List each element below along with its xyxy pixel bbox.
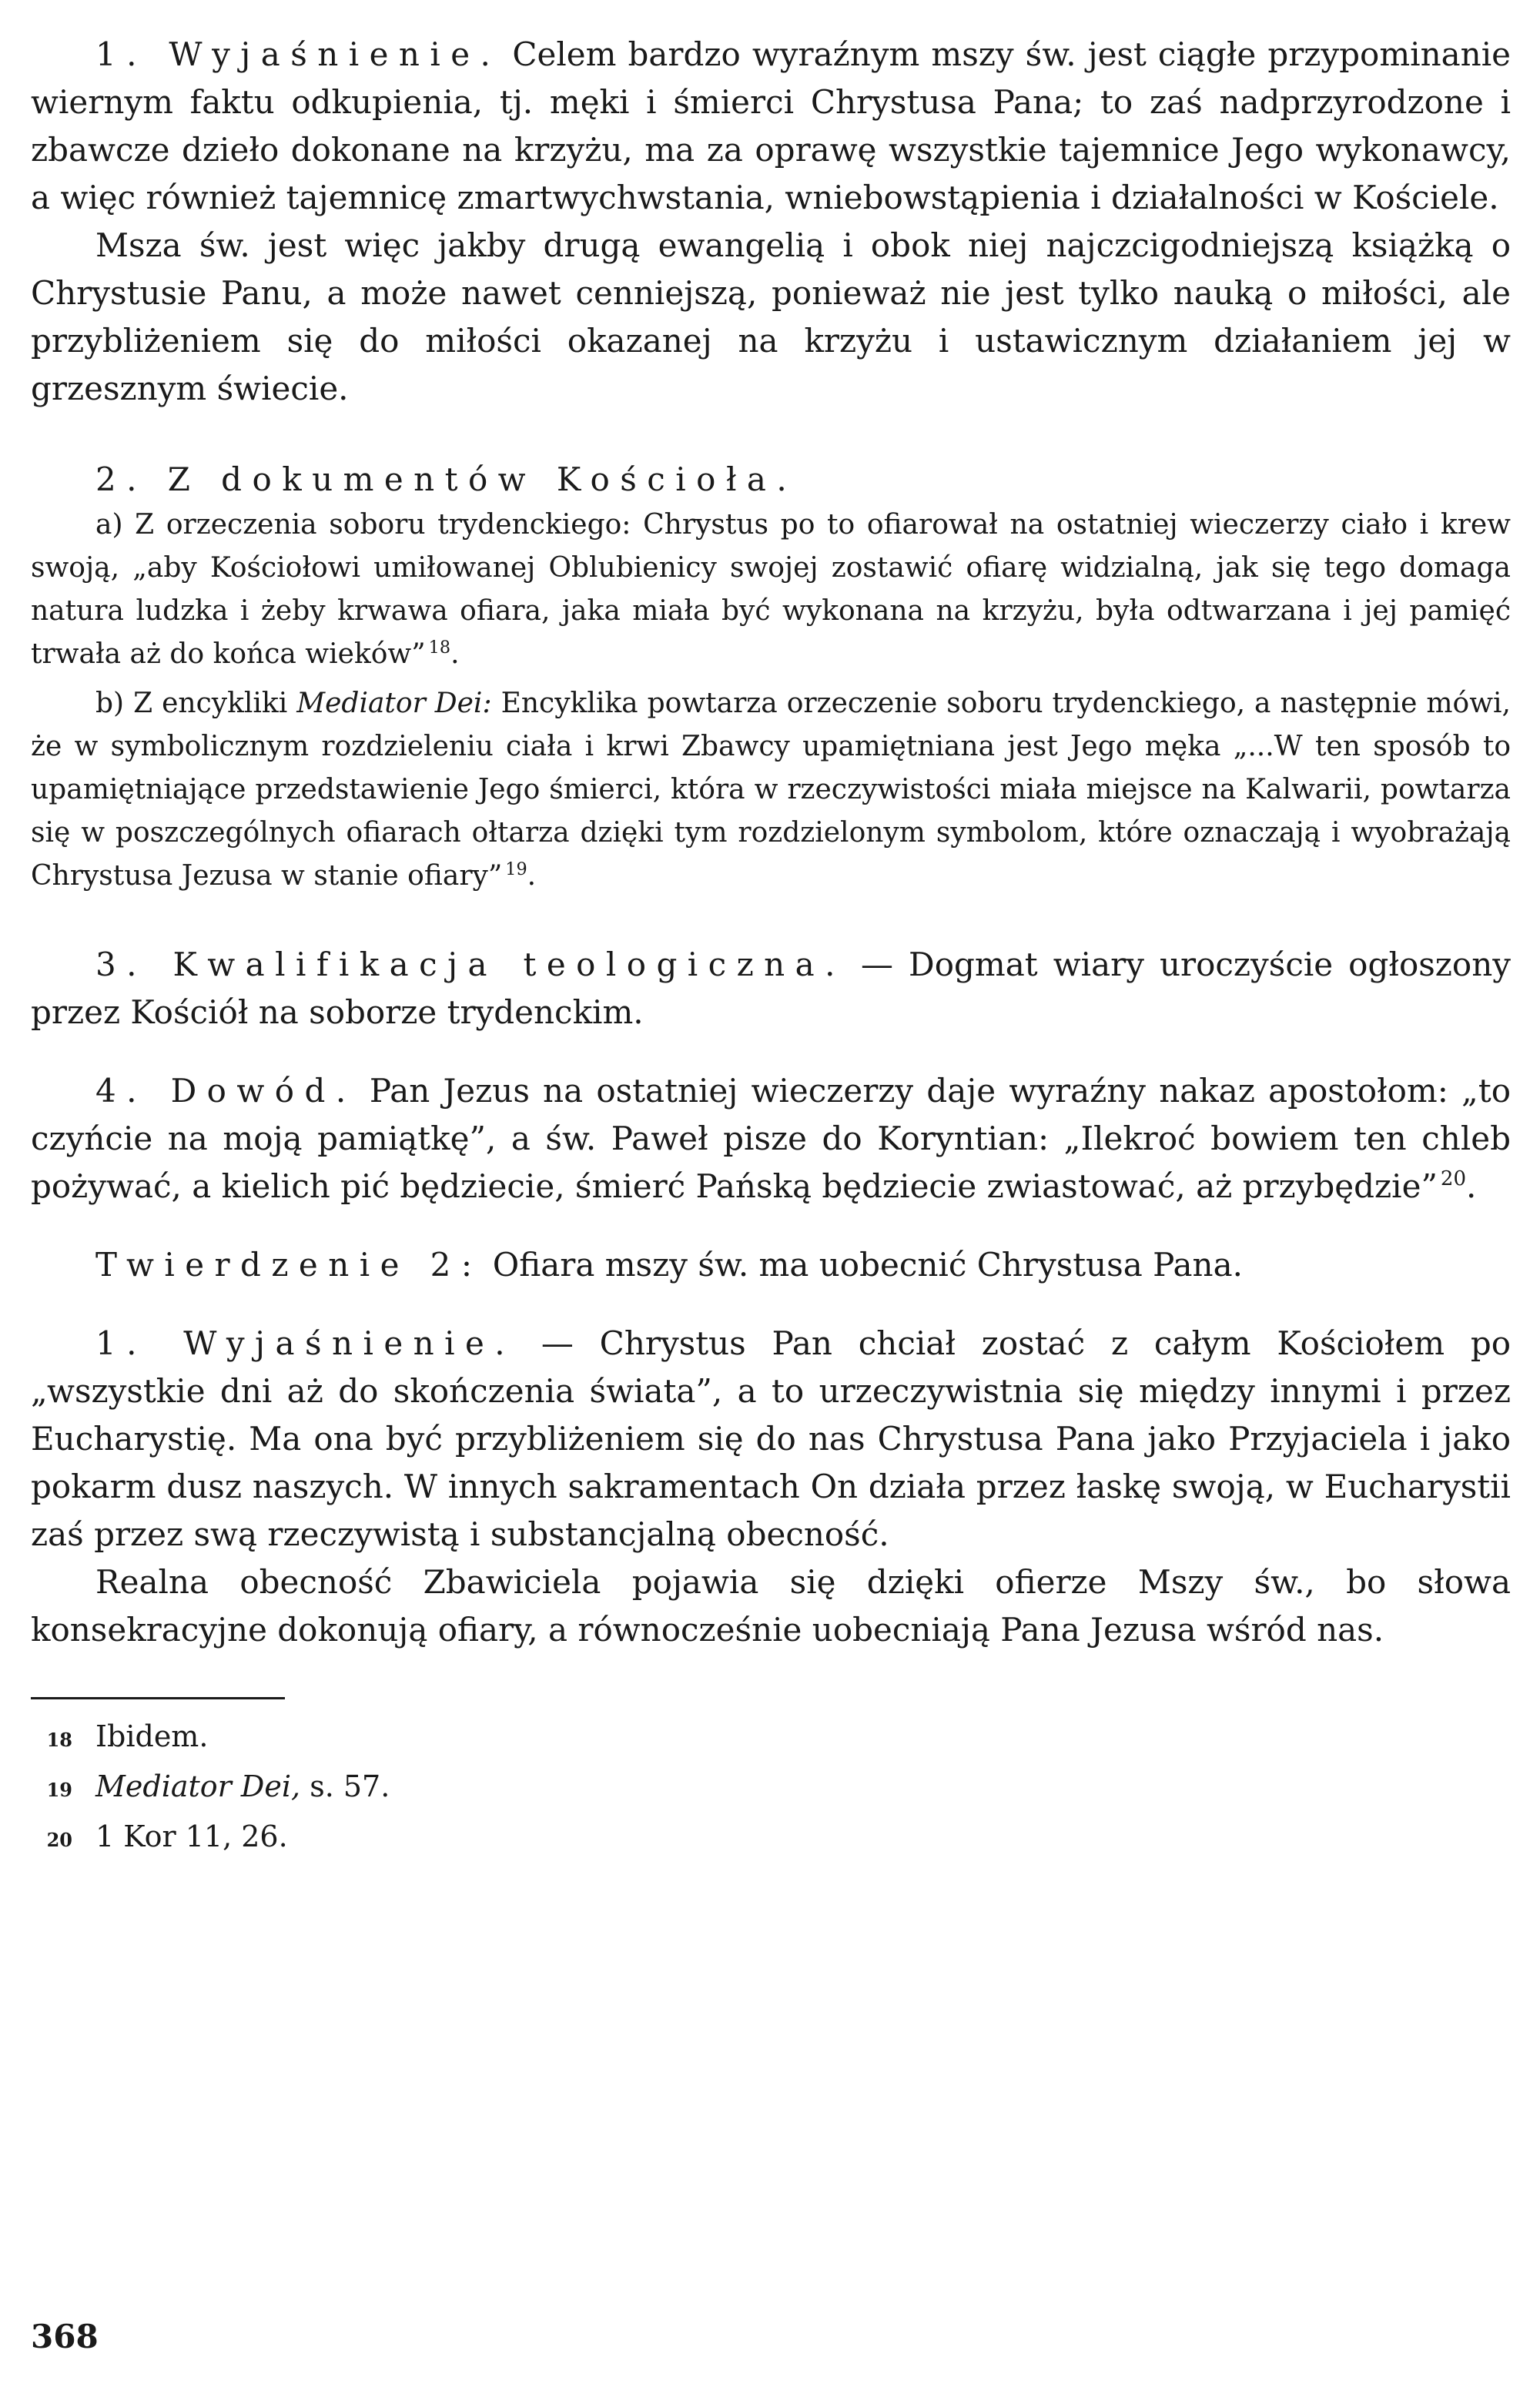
footnote-text: Mediator Dei, s. 57. <box>95 1769 390 1803</box>
section-2-heading: 2. Z dokumentów Kościoła. <box>95 460 798 498</box>
footnote-text: Ibidem. <box>95 1719 209 1753</box>
footnote-19 <box>31 1763 1511 1813</box>
page-content <box>31 31 1512 2355</box>
section-4-text: Pan Jezus na ostatniej wieczerzy daje wyraźny nakaz apostołom: „to czyńcie na moją pamiątkę”, a św. Paweł pisze do Koryntian: „Ilekroć bowiem ten chleb pożywać, a kielich pić będziecie, śmierć Pańską będziecie zwiastować, aż przybędzie” <box>31 1072 1511 1205</box>
footnotes <box>31 1713 1511 1863</box>
footnote-ref-20: 20 <box>1440 1167 1467 1191</box>
section-1-heading: 1. Wyjaśnienie. <box>95 35 501 73</box>
thesis-2 <box>31 1241 1511 1289</box>
section-4-paragraph: 4. Dowód. Pan Jezus na ostatniej wieczerzy daje wyraźny nakaz apostołom: „to czyńcie na moją pamiątkę”, a św. Paweł pisze do Koryntian: „Ilekroć bowiem ten chleb pożywać, a kielich pić będziecie, śmierć Pańską będziecie zwiastować, aż przybędzie” $^{20}$. <box>31 1072 1511 1205</box>
thesis-2-section-1-paragraph <box>31 1320 1511 1558</box>
encyclical-title: Mediator Dei: <box>296 688 492 719</box>
section-3-paragraph <box>31 941 1511 1036</box>
thesis-2-label: Twierdzenie 2: <box>95 1246 483 1284</box>
footnote-number: 20 <box>46 1829 72 1851</box>
section-2a-paragraph: a) Z orzeczenia soboru trydenckiego: Chrystus po to ofiarował na ostatniej wieczerzy ciało i krew swoją, „aby Kościołowi umiłowanej Oblubienicy swojej zostawić ofiarę widzialną, jak się tego domaga natura ludzka i żeby krwawa ofiara, jaka miała być wykonana na krzyżu, była odtwarzana i jej pamięć trwała aż do końca wieków” $^{18}$. <box>31 509 1511 670</box>
section-2b-paragraph: b) Z encykliki Mediator Dei: Encyklika powtarza orzeczenie soboru trydenckiego, a następnie mówi, że w symbolicznym rozdzieleniu ciała i krwi Zbawcy upamiętniana jest Jego męka „...W ten sposób to upamiętniające przedstawienie Jego śmierci, która w rzeczywistości miała miejsce na Kalwarii, powtarza się w poszczególnych ofiarach ołtarza dzięki tym rozdzielonym symbolom, które oznaczają i wyobrażają Chrystusa Jezusa w stanie ofiary” $^{19}$. <box>31 688 1512 892</box>
footnote-ref-18: 18 <box>428 637 451 658</box>
thesis-2-section-1-heading: 1. Wyjaśnienie. <box>95 1324 516 1362</box>
page-number: 368 <box>31 2318 99 2355</box>
footnote-number: 18 <box>46 1729 72 1751</box>
footnote-20 <box>31 1813 1511 1863</box>
footnote-ref-19: 19 <box>505 859 527 879</box>
section-3-text: — Dogmat wiary uroczyście ogłoszony przez Kościół na soborze trydenckim. <box>31 946 1511 1031</box>
footnote-18 <box>31 1713 1511 1763</box>
footnote-divider <box>31 1697 285 1699</box>
thesis-2-section-1-text: — Chrystus Pan chciał zostać z całym Kościołem po „wszystkie dni aż do skończenia świata”, a to urzeczywistnia się między innymi i przez Eucharystię. Ma ona być przybliżeniem się do nas Chrystusa Pana jako Przyjaciela i jako pokarm dusz naszych. W innych sakramentach On działa przez łaskę swoją, w Eucharystii zaś przez swą rzeczywistą i substancjalną obecność. <box>31 1324 1511 1553</box>
section-1-paragraph <box>31 31 1511 222</box>
section-4-heading: 4. Dowód. <box>95 1072 357 1110</box>
section-1-paragraph-2: Msza św. jest więc jakby drugą ewangelią i obok niej najczcigodniejszą książką o Chrystusie Panu, a może nawet cenniejszą, ponieważ nie jest tylko nauką o miłości, ale przybliżeniem się do miłości okazanej na krzyżu i ustawicznym działaniem jej w grzesznym świecie. <box>31 226 1511 407</box>
section-3-heading: 3. Kwalifikacja teologiczna. <box>95 946 845 983</box>
section-1-text: Celem bardzo wyraźnym mszy św. jest ciągłe przypominanie wiernym faktu odkupienia, tj. męki i śmierci Chrystusa Pana; to zaś nadprzyrodzone i zbawcze dzieło dokonane na krzyżu, ma za oprawę wszystkie tajemnice Jego wykonawcy, a więc również tajemnicę zmartwychwstania, wniebowstąpienia i działalności w Kościele. <box>31 35 1511 216</box>
thesis-2-text: Ofiara mszy św. ma uobecnić Chrystusa Pana. <box>482 1246 1243 1284</box>
footnote-text: 1 Kor 11, 26. <box>95 1820 288 1853</box>
footnote-number: 19 <box>46 1779 72 1801</box>
thesis-2-section-1-paragraph-2: Realna obecność Zbawiciela pojawia się dzięki ofierze Mszy św., bo słowa konsekracyjne dokonują ofiary, a równocześnie uobecniają Pana Jezusa wśród nas. <box>31 1563 1511 1649</box>
